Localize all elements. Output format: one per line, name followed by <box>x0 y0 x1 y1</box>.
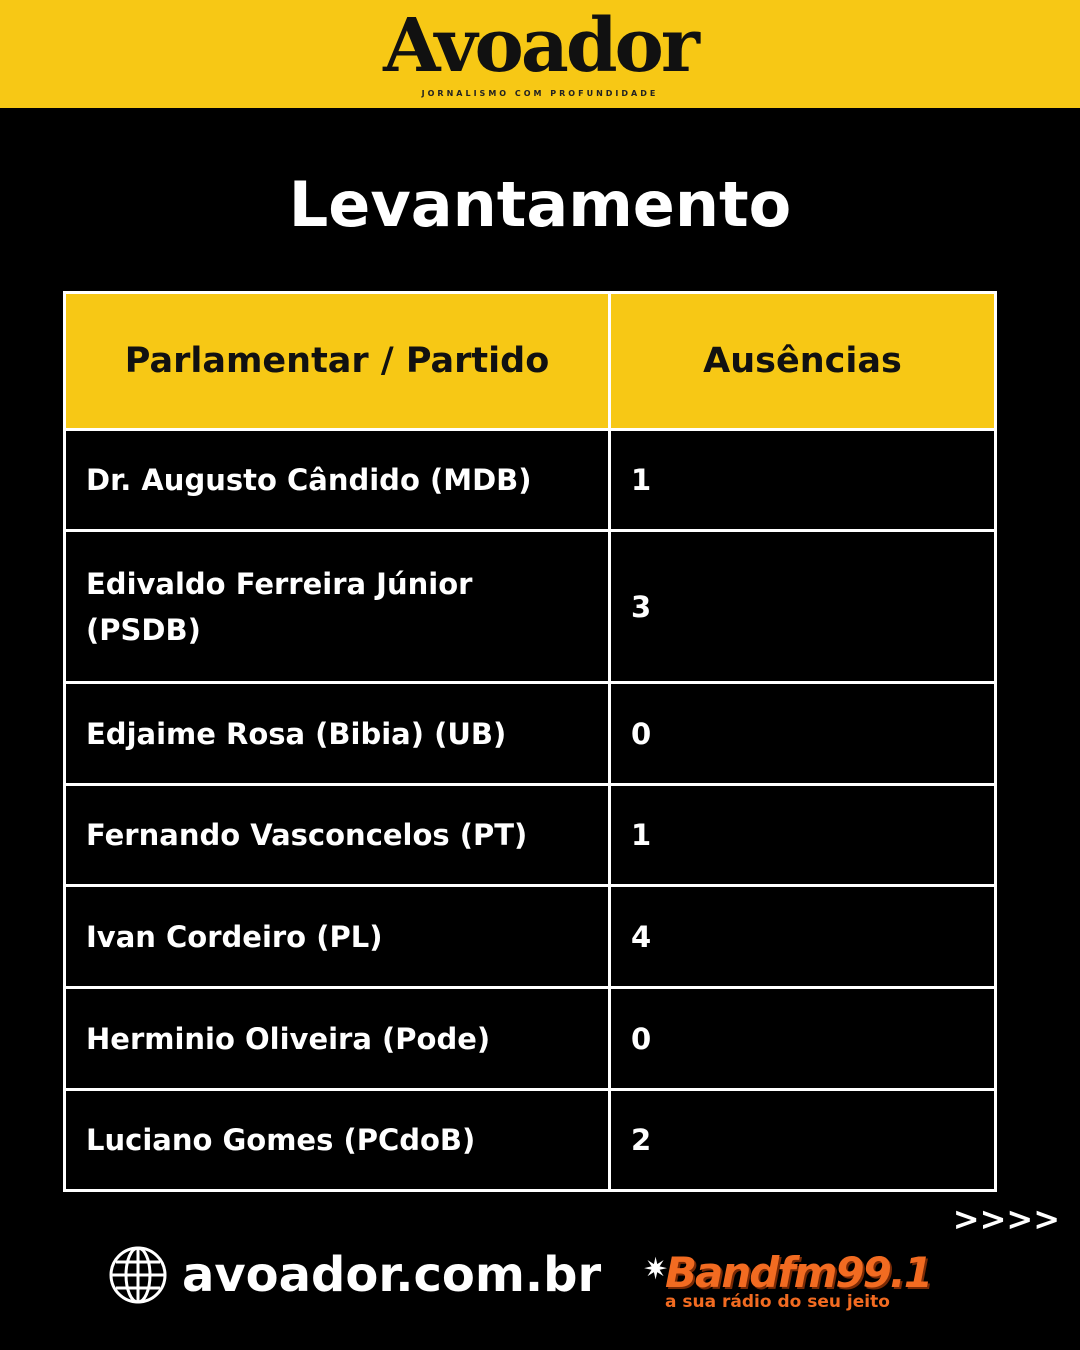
bandfm-logo <box>643 1250 998 1314</box>
row-absences: 3 <box>610 531 996 683</box>
table-row <box>65 785 996 886</box>
globe-icon <box>108 1245 168 1305</box>
table-row <box>65 531 996 683</box>
table-header-row <box>65 293 996 430</box>
next-slide-indicator[interactable]: >>>> <box>952 1200 1060 1238</box>
table-row <box>65 683 996 785</box>
website-link[interactable] <box>108 1240 601 1310</box>
row-absences: 0 <box>610 988 996 1090</box>
page-title: Levantamento <box>288 168 792 241</box>
bandfm-slogan: a sua rádio do seu jeito <box>665 1292 890 1312</box>
column-header-ausencias: Ausências <box>610 293 996 430</box>
table-row <box>65 1090 996 1191</box>
website-url[interactable]: avoador.com.br <box>182 1247 602 1303</box>
table-row <box>65 430 996 531</box>
table-row <box>65 886 996 988</box>
logo-tagline: JORNALISMO COM PROFUNDIDADE <box>421 89 659 98</box>
column-header-parlamentar: Parlamentar / Partido <box>65 293 610 430</box>
row-name: Edjaime Rosa (Bibia) (UB) <box>65 683 610 785</box>
row-name: Fernando Vasconcelos (PT) <box>65 785 610 886</box>
avoador-logo: Avoador <box>383 3 697 89</box>
row-absences: 0 <box>610 683 996 785</box>
row-absences: 4 <box>610 886 996 988</box>
row-name: Luciano Gomes (PCdoB) <box>65 1090 610 1191</box>
row-name: Edivaldo Ferreira Júnior (PSDB) <box>65 531 610 683</box>
bandfm-name: Bandfm99.1 <box>665 1248 931 1297</box>
row-name: Ivan Cordeiro (PL) <box>65 886 610 988</box>
table-row <box>65 988 996 1090</box>
bandfm-figure-icon: ✷ <box>643 1252 669 1287</box>
row-absences: 1 <box>610 785 996 886</box>
row-absences: 1 <box>610 430 996 531</box>
row-name: Dr. Augusto Cândido (MDB) <box>65 430 610 531</box>
row-name: Herminio Oliveira (Pode) <box>65 988 610 1090</box>
absences-table <box>63 291 997 1192</box>
header-bar <box>0 0 1080 108</box>
row-absences: 2 <box>610 1090 996 1191</box>
